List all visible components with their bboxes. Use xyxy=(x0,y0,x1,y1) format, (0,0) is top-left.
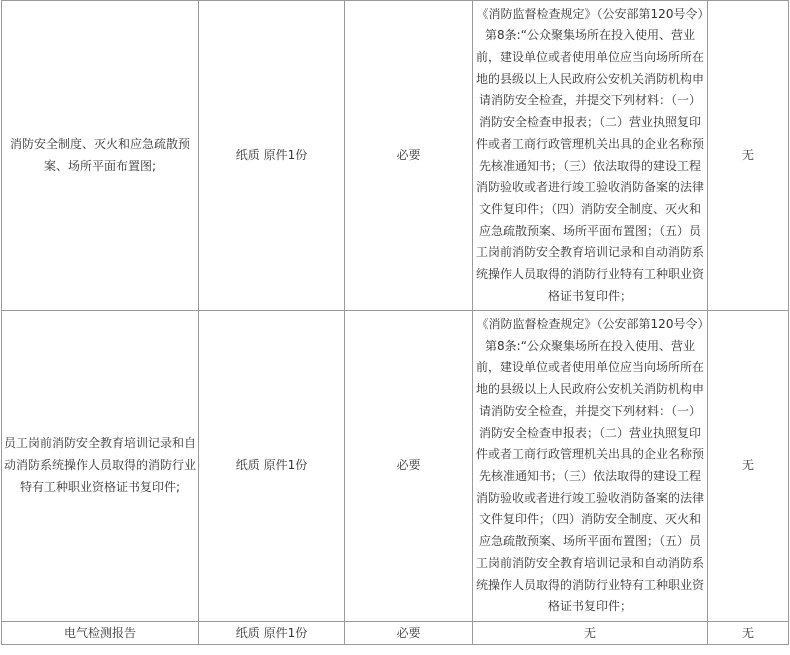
legal-basis-cell: 《消防监督检查规定》（公安部第120号令）第8条:“公众聚集场所在投入使用、营业前，建设单位或者使用单位应当向场所所在地的县级以上人民政府公安机关消防机构申请消防安全检查，并提交下列材料：（一）消防安全检查申报表；（二）营业执照复印件或者工商行政管理机关出具的企业名称预先核准通知书；（三）依法取得的建设工程消防验收或者进行竣工验收消防备案的法律文件复印件；（四）消防安全制度、灭火和应急疏散预案、场所平面布置图；（五）员工岗前消防安全教育培训记录和自动消防系统操作人员取得的消防行业特有工种职业资格证书复印件； xyxy=(473,311,708,622)
note-cell: 无 xyxy=(708,1,789,311)
material-form-cell: 纸质 原件1份 xyxy=(199,311,345,622)
required-cell: 必要 xyxy=(345,622,473,645)
table-row xyxy=(2,311,789,622)
table-row xyxy=(2,1,789,311)
material-name-cell: 消防安全制度、灭火和应急疏散预案、场所平面布置图; xyxy=(2,1,199,311)
required-cell: 必要 xyxy=(345,1,473,311)
required-cell: 必要 xyxy=(345,311,473,622)
materials-table xyxy=(1,0,789,645)
material-name-cell: 员工岗前消防安全教育培训记录和自动消防系统操作人员取得的消防行业特有工种职业资格证书复印件; xyxy=(2,311,199,622)
material-form-cell: 纸质 原件1份 xyxy=(199,622,345,645)
legal-basis-cell: 《消防监督检查规定》（公安部第120号令）第8条:“公众聚集场所在投入使用、营业前，建设单位或者使用单位应当向场所所在地的县级以上人民政府公安机关消防机构申请消防安全检查，并提交下列材料：（一）消防安全检查申报表；（二）营业执照复印件或者工商行政管理机关出具的企业名称预先核准通知书；（三）依法取得的建设工程消防验收或者进行竣工验收消防备案的法律文件复印件；（四）消防安全制度、灭火和应急疏散预案、场所平面布置图；（五）员工岗前消防安全教育培训记录和自动消防系统操作人员取得的消防行业特有工种职业资格证书复印件； xyxy=(473,1,708,311)
note-cell: 无 xyxy=(708,622,789,645)
material-name-cell: 电气检测报告 xyxy=(2,622,199,645)
legal-basis-cell: 无 xyxy=(473,622,708,645)
material-form-cell: 纸质 原件1份 xyxy=(199,1,345,311)
table-row xyxy=(2,622,789,645)
note-cell: 无 xyxy=(708,311,789,622)
